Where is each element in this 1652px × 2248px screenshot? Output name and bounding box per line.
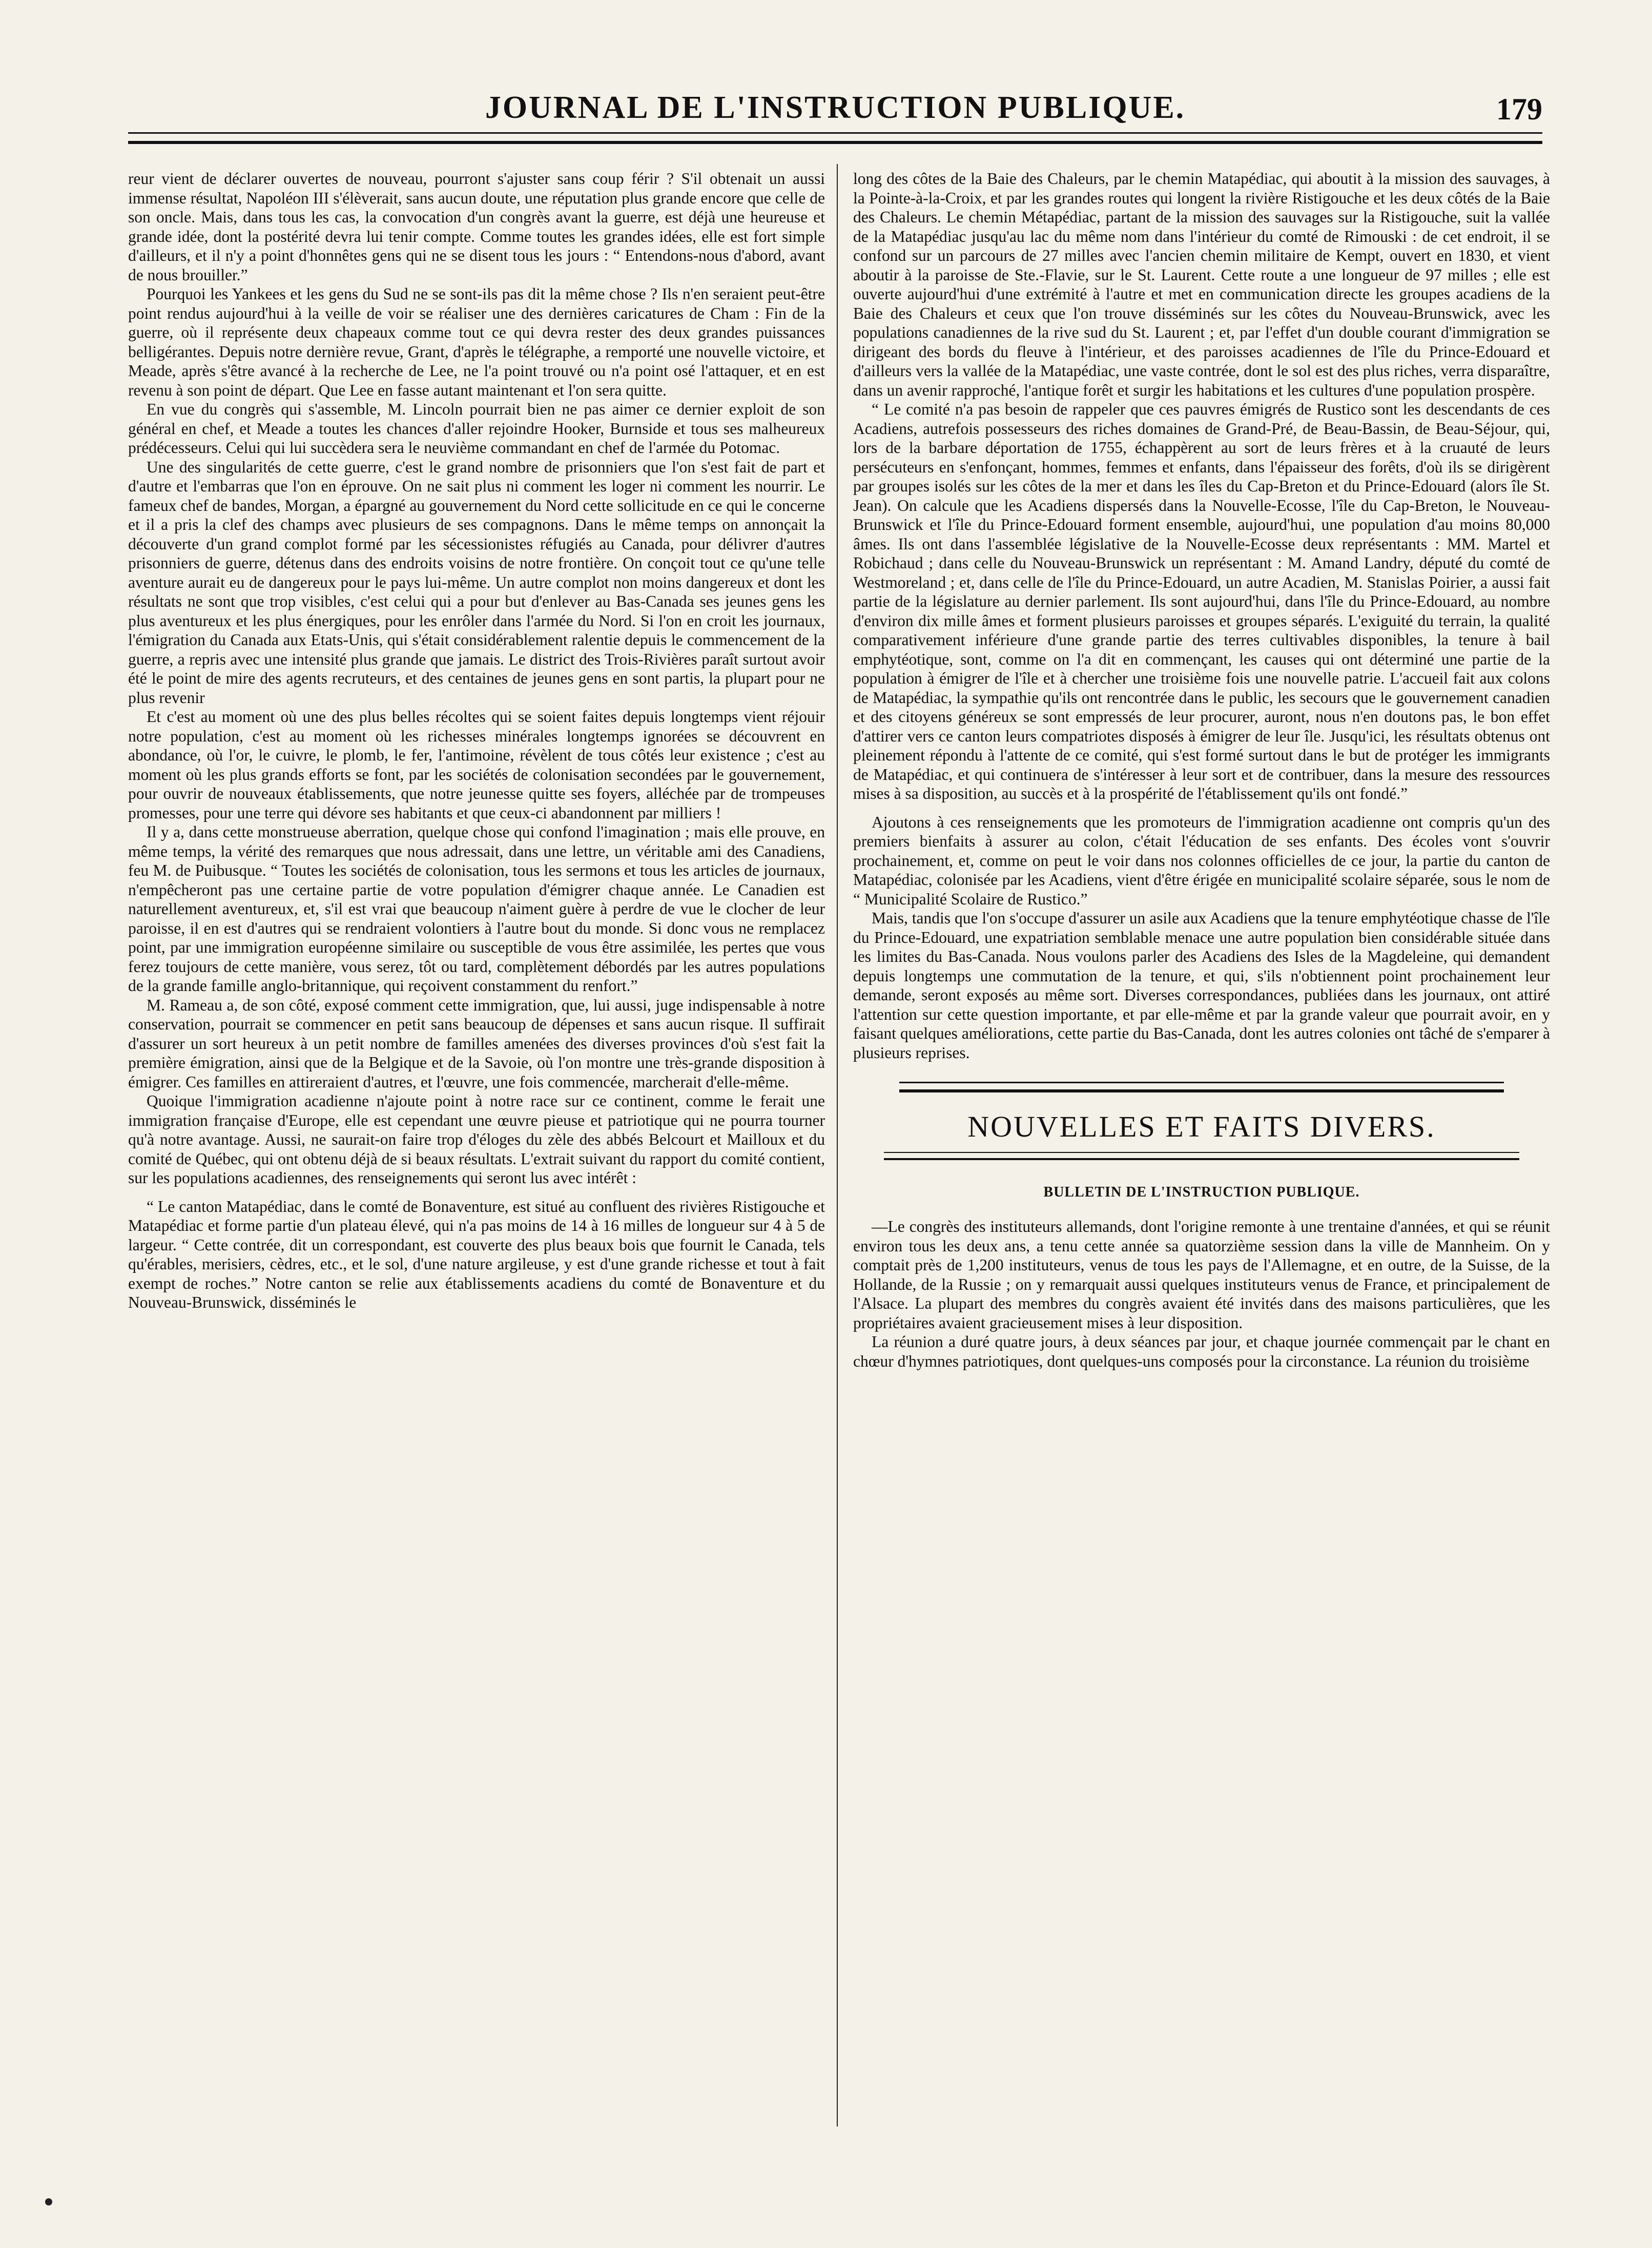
journal-title: JOURNAL DE L'INSTRUCTION PUBLIQUE. bbox=[485, 90, 1186, 125]
paragraph: Une des singularités de cette guerre, c'est le grand nombre de prisonniers que l'on s'est fait de part et d'autre et l'embarras que l'on en éprouve. On ne sait plus ni comment les loger ni comment les nourrir. Le fameux chef de bandes, Morgan, a épargné au gouvernement du Nord cette sollicitude en ce qui le concerne et il a pris la clef des champs avec plusieurs de ses compagnons. Dans le même temps on annonçait la découverte d'un grand complot formé par les sécessionistes réfugiés au Canada, pour délivrer d'autres prisonniers de guerre, détenus dans des endroits voisins de notre frontière. On conçoit tout ce qu'une telle aventure aurait eu de dangereux pour le pays lui-même. Un autre complot non moins dangereux et dont les résultats ne sont que trop visibles, c'est celui qui a pour but d'enlever au Bas-Canada ses jeunes gens les plus aventureux et les plus énergiques, pour les enrôler dans l'armée du Nord. Si l'on en croit les journaux, l'émigration du Canada aux Etats-Unis, qui s'était considérablement ralentie depuis le commencement de la guerre, a repris avec une intensité plus grande que jamais. Le district des Trois-Rivières paraît surtout avoir été le point de mire des agents recruteurs, et des centaines de jeunes gens en sont partis, la plupart pour ne plus revenir bbox=[128, 458, 825, 707]
paragraph: En vue du congrès qui s'assemble, M. Lincoln pourrait bien ne pas aimer ce dernier exploit de son général en chef, et Meade a toutes les chances d'aller rejoindre Hooker, Burnside et tous ses malheureux prédécesseurs. Celui qui lui succèdera sera le neuvième commandant en chef de l'armée du Potomac. bbox=[128, 400, 825, 457]
news-paragraph: La réunion a duré quatre jours, à deux séances par jour, et chaque journée commençait par le chant en chœur d'hymnes patriotiques, dont quelques-uns composés pour la circonstance. La réunion du troisième bbox=[853, 1333, 1550, 1370]
paragraph: “ Le comité n'a pas besoin de rappeler que ces pauvres émigrés de Rustico sont les descendants de ces Acadiens, autrefois possesseurs des riches domaines de Grand-Pré, de Beau-Bassin, de Beau-Séjour, qui, lors de la barbare déportation de 1755, échappèrent au sort de leurs frères et à la cruauté de leurs persécuteurs en s'enfonçant, hommes, femmes et enfants, dans l'épaisseur des forêts, d'où ils se dirigèrent par groupes isolés sur les côtes de la mer et dans les îles du Cap-Breton et du Prince-Edouard (alors île St. Jean). On calcule que les Acadiens dispersés dans la Nouvelle-Ecosse, l'île du Cap-Breton, le Nouveau-Brunswick et l'île du Prince-Edouard forment ensemble, aujourd'hui, une population d'au moins 80,000 âmes. Ils ont dans l'assemblée législative de la Nouvelle-Ecosse deux représentants : MM. Martel et Robichaud ; dans celle du Nouveau-Brunswick un représentant : M. Amand Landry, député du comté de Westmoreland ; et, dans celle de l'île du Prince-Edouard, un autre Acadien, M. Stanislas Poirier, a aussi fait partie de la législature au dernier parlement. Ils sont aujourd'hui, dans l'île du Prince-Edouard, au nombre d'environ dix mille âmes et forment plusieurs paroisses et groupes séparés. L'exiguité du terrain, la qualité comparativement inférieure d'une grande partie des terres cultivables disponibles, la tenure à bail emphytéotique, sont, comme on l'a dit en commençant, les causes qui ont déterminé une partie de la population à émigrer de l'île et à chercher une troisième fois une nouvelle patrie. L'accueil fait aux colons de Matapédiac, la sympathie qu'ils ont rencontrée dans le public, les secours que le gouvernement canadien et des citoyens généreux se sont empressés de leur procurer, auront, nous n'en doutons pas, le bon effet d'attirer vers ce canton leurs compatriotes disposés à émigrer de leur île. Jusqu'ici, les résultats obtenus ont pleinement répondu à l'attente de ce comité, qui s'est formé surtout dans le but de protéger les immigrants de Matapédiac, et qui continuera de s'intéresser à leur sort et de contribuer, dans la mesure des ressources mises à sa disposition, au succès et à la prospérité de l'établissement qu'ils ont fondé.” bbox=[853, 400, 1550, 802]
paragraph: Quoique l'immigration acadienne n'ajoute point à notre race sur ce continent, comme le ferait une immigration française d'Europe, elle est cependant une œuvre pieuse et patriotique qui ne pourra tourner qu'à notre avantage. Aussi, ne saurait-on faire trop d'éloges du zèle des abbés Belcourt et Mailloux et du comité de Québec, qui ont obtenu déjà de si beaux résultats. L'extrait suivant du rapport du comité contient, sur les populations acadiennes, des renseignements qui seront lus avec intérêt : bbox=[128, 1092, 825, 1187]
left-column bbox=[128, 169, 825, 2127]
page-number: 179 bbox=[1496, 92, 1542, 126]
paragraph: long des côtes de la Baie des Chaleurs, par le chemin Matapédiac, qui aboutit à la mission des sauvages, à la Pointe-à-la-Croix, et par les grandes routes qui longent la rivière Ristigouche et les deux côtés de la Baie des Chaleurs. Le chemin Métapédiac, partant de la mission des sauvages sur la Ristigouche, suit la vallée de la Matapédiac jusqu'au lac du même nom dans l'intérieur du comté de Rimouski : de cet endroit, il se confond sur un parcours de 27 milles avec l'ancien chemin militaire de Kempt, ouvert en 1830, et vient aboutir à la paroisse de Ste.-Flavie, sur le St. Laurent. Cette route a une longueur de 97 milles ; elle est ouverte aujourd'hui d'une extrémité à l'autre et met en communication directe les groupes acadiens de la Baie des Chaleurs et ceux que l'on trouve disséminés sur les côtes du Nouveau-Brunswick, avec les populations canadiennes de la rive sud du St. Laurent ; et, par l'effet d'un double courant d'immigration se dirigeant des bords du fleuve à l'intérieur, et des paroisses acadiennes de l'île du Prince-Edouard et d'ailleurs vers la vallée de la Matapédiac, une vaste contrée, dont le sol est des plus riches, verra disparaître, dans un avenir rapproché, l'antique forêt et surgir les habitations et les cultures d'une population prospère. bbox=[853, 170, 1550, 399]
quote-paragraph: “ Le canton Matapédiac, dans le comté de Bonaventure, est situé au confluent des rivières Ristigouche et Matapédiac et forme partie d'un plateau élevé, qui n'a pas moins de 14 à 16 milles de longueur sur 4 à 5 de largeur. “ Cette contrée, dit un correspondant, est couverte des plus beaux bois que fournit le Canada, tels qu'érables, merisiers, cèdres, etc., et le sol, d'une nature argileuse, y est d'une grande richesse et tout à fait exempt de roches.” Notre canton se relie aux établissements acadiens du comté de Bonaventure et du Nouveau-Brunswick, disséminés le bbox=[128, 1197, 825, 1311]
paragraph: Pourquoi les Yankees et les gens du Sud ne se sont-ils pas dit la même chose ? Ils n'en seraient peut-être point rendus aujourd'hui à la veille de voir se réaliser une des dernières caricatures de Cham : Fin de la guerre, où il représente deux chapeaux comme tout ce qui devra rester des deux grandes puissances belligérantes. Depuis notre dernière revue, Grant, d'après le télégraphe, a remporté une nouvelle victoire, et Meade, après s'être avancé à la recherche de Lee, ne l'a point trouvé ou n'a point osé l'attaquer, et en est revenu à son point de départ. Que Lee en fasse autant maintenant et l'on sera quitte. bbox=[128, 285, 825, 399]
news-paragraph: —Le congrès des instituteurs allemands, dont l'origine remonte à une trentaine d'années, et qui se réunit environ tous les deux ans, a tenu cette année sa quatorzième session dans la ville de Mannheim. On y comptait près de 1,200 instituteurs, venus de tous les pays de l'Allemagne, et en outre, de la Suisse, de la Hollande, de la Russie ; on y remarquait aussi quelques instituteurs venus de France, et principalement de l'Alsace. La plupart des membres du congrès avaient été invités dans des maisons particulières, que les propriétaires avaient gracieusement mises à leur disposition. bbox=[853, 1218, 1550, 1332]
ink-dot bbox=[45, 2198, 52, 2205]
section-rule bbox=[899, 1082, 1504, 1092]
paragraph: reur vient de déclarer ouvertes de nouveau, pourront s'ajuster sans coup férir ? S'il obtenait un aussi immense résultat, Napoléon III s'élèverait, sans aucun doute, une réputation plus grande encore que celle de son oncle. Mais, dans tous les cas, la convocation d'un congrès avant la guerre, est déjà une heureuse et grande idée, dont la postérité devra lui tenir compte. Comme toutes les grandes idées, elle est fort simple d'ailleurs, et il n'y a point d'honnêtes gens qui ne se disent tous les jours : “ Entendons-nous d'abord, avant de nous brouiller.” bbox=[128, 170, 825, 284]
paragraph: Et c'est au moment où une des plus belles récoltes qui se soient faites depuis longtemps vient réjouir notre population, c'est au moment où les richesses minérales longtemps ignorées se découvrent en abondance, où l'or, le cuivre, le plomb, le fer, l'antimoine, révèlent de tous côtés leur existence ; c'est au moment où les plus grands efforts se font, par les sociétés de colonisation secondées par le gouvernement, pour ouvrir de nouveaux établissements, que notre jeunesse quitte ses foyers, alléchée par de trompeuses promesses, pour une terre qui dévore ses habitants et que ceux-ci abandonnent par milliers ! bbox=[128, 708, 825, 822]
right-column bbox=[853, 169, 1550, 2127]
column-divider bbox=[837, 164, 838, 2127]
page-header bbox=[128, 85, 1542, 131]
paragraph: M. Rameau a, de son côté, exposé comment cette immigration, que, lui aussi, juge indispensable à notre conservation, pourrait se commencer en petit sans beaucoup de dépenses et sans aucun risque. Il suffirait d'assurer un sort heureux à un petit nombre de familles amenées des diverses provinces d'où s'est fait la première émigration, ainsi que de la Belgique et de la Savoie, où l'on montre une très-grande disposition à émigrer. Ces familles en attireraient d'autres, et l'œuvre, une fois commencée, marcherait d'elle-même. bbox=[128, 996, 825, 1091]
bulletin-subheading: BULLETIN DE L'INSTRUCTION PUBLIQUE. bbox=[1043, 1184, 1360, 1200]
section-subrule bbox=[884, 1152, 1519, 1160]
paragraph: Ajoutons à ces renseignements que les promoteurs de l'immigration acadienne ont compris qu'un des premiers bienfaits à assurer au colon, c'était l'éducation de ses enfants. Des écoles vont s'ouvrir prochainement, et, comme on peut le voir dans nos colonnes officielles de ce jour, la partie du canton de Matapédiac, colonisée par les Acadiens, vient d'être érigée en municipalité scolaire séparée, sous le nom de “ Municipalité Scolaire de Rustico.” bbox=[853, 813, 1550, 908]
header-rule bbox=[128, 132, 1542, 144]
section-title: NOUVELLES ET FAITS DIVERS. bbox=[967, 1110, 1436, 1143]
paragraph: Mais, tandis que l'on s'occupe d'assurer un asile aux Acadiens que la tenure emphytéotique chasse de l'île du Prince-Edouard, une expatriation semblable menace une autre population bien considérable située dans les limites du Bas-Canada. Nous voulons parler des Acadiens des Isles de la Magdeleine, qui demandent depuis longtemps une commutation de la tenure, et qui, s'ils n'obtiennent point prochainement leur demande, seront exposés au même sort. Diverses correspondances, publiées dans les journaux, ont attiré l'attention sur cette question importante, et par elle-même et par la grande valeur que pourrait avoir, en y faisant quelques améliorations, cette partie du Bas-Canada, dont les autres colonies ont tâché de s'emparer à plusieurs reprises. bbox=[853, 909, 1550, 1062]
paragraph: Il y a, dans cette monstrueuse aberration, quelque chose qui confond l'imagination ; mais elle prouve, en même temps, la vérité des remarques que nous adressait, dans une lettre, un véritable ami des Canadiens, feu M. de Puibusque. “ Toutes les sociétés de colonisation, tous les sermons et tous les articles de journaux, n'empêcheront pas une certaine partie de votre population d'émigrer chaque année. Le Canadien est naturellement aventureux, et, s'il est vrai que beaucoup n'aiment guère à perdre de vue le clocher de leur paroisse, il en est d'autres qui se rendraient volontiers à l'autre bout du monde. Si donc vous ne remplacez point, par une immigration européenne similaire ou susceptible de vous être assimilée, les pertes que vous ferez toujours de cette manière, vous serez, tôt ou tard, complètement débordés par les autres populations de la grande famille anglo-britannique, qui reçoivent constamment du renfort.” bbox=[128, 823, 825, 995]
